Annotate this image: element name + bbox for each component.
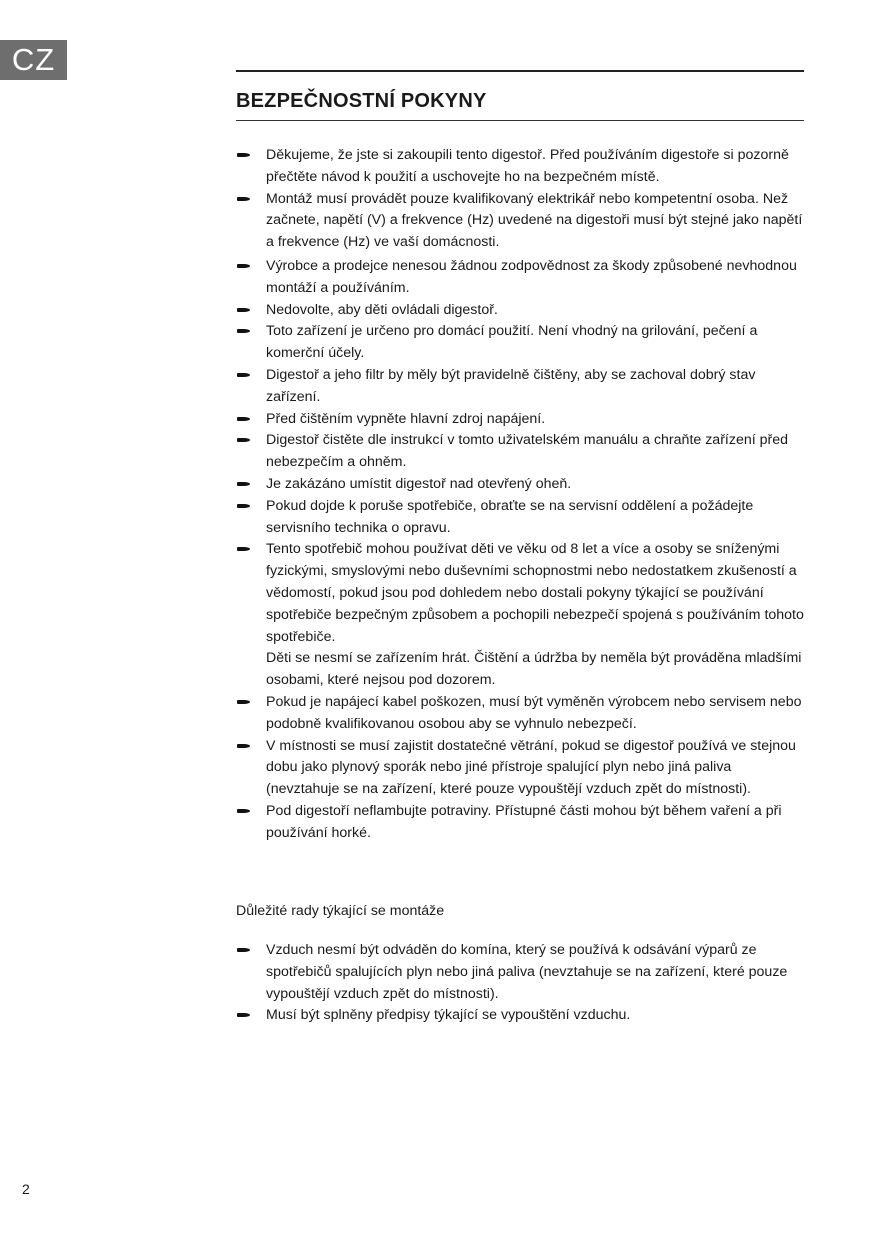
list-item (236, 321, 806, 365)
bullet-icon (237, 373, 250, 377)
list-item (236, 539, 806, 692)
title-divider (236, 120, 804, 121)
list-item (236, 474, 806, 496)
list-item-text: Nedovolte, aby děti ovládali digestoř. (266, 301, 498, 318)
top-divider (236, 70, 804, 72)
bullet-icon (237, 197, 250, 201)
list-item (236, 365, 806, 409)
list-item-text: Před čištěním vypněte hlavní zdroj napájení. (266, 410, 546, 427)
list-item (236, 692, 806, 736)
list-item (236, 496, 806, 540)
list-item-text: Pokud je napájecí kabel poškozen, musí být vyměněn výrobcem nebo servisem nebo podobně kvalifikovanou osobou aby se vyhnulo nebezpečí. (266, 693, 802, 732)
list-item (236, 736, 806, 801)
list-item-text: V místnosti se musí zajistit dostatečné větrání, pokud se digestoř používá ve stejnou dobu jako plynový sporák nebo jiné přístroje spalující plyn nebo jiná paliva (nevztahuje se na zařízení, které pouze vypouštějí vzduch zpět do místnosti). (266, 737, 796, 798)
safety-list (236, 145, 806, 845)
list-item-text: Je zakázáno umístit digestoř nad otevřený oheň. (266, 475, 572, 492)
bullet-icon (237, 948, 250, 952)
bullet-icon (237, 504, 250, 508)
list-item-text: Tento spotřebič mohou používat děti ve věku od 8 let a více a osoby se sníženými fyzickými, smyslovými nebo duševními schopnostmi nebo nedostatkem zkušeností a vědomostí, pokud jsou pod dohledem nebo dostali pokyny týkající se používání spotřebiče bezpečným způsobem a pochopili nebezpečí spojená s používáním tohoto spotřebiče. (266, 541, 804, 645)
bullet-icon (237, 744, 250, 748)
list-item (236, 189, 806, 254)
bullet-icon (237, 417, 250, 421)
bullet-icon (237, 547, 250, 551)
list-item (236, 1005, 806, 1027)
list-item-text: Pod digestoří neflambujte potraviny. Přístupné části mohou být během vaření a při používání horké. (266, 802, 782, 841)
language-tab: CZ (0, 40, 67, 80)
list-item-text: Výrobce a prodejce nenesou žádnou zodpovědnost za škody způsobené nevhodnou montáží a používáním. (266, 257, 797, 296)
list-item-text: Digestoř čistěte dle instrukcí v tomto uživatelském manuálu a chraňte zařízení před nebezpečím a ohněm. (266, 432, 789, 471)
page-title: BEZPEČNOSTNÍ POKYNY (236, 90, 487, 112)
bullet-icon (237, 700, 250, 704)
list-item-text: Vzduch nesmí být odváděn do komína, který se používá k odsávání výparů ze spotřebičů spalujících plyn nebo jiná paliva (nevztahuje se na zařízení, které pouze vypouštějí vzduch zpět do místnosti). (266, 942, 788, 1002)
list-item (236, 409, 806, 431)
list-item-text: Digestoř a jeho filtr by měly být pravidelně čištěny, aby se zachoval dobrý stav zařízení. (266, 366, 756, 405)
list-item-text: Pokud dojde k poruše spotřebiče, obraťte se na servisní oddělení a požádejte servisního technika o opravu. (266, 497, 754, 536)
bullet-icon (237, 482, 250, 486)
list-item-continuation: Děti se nesmí se zařízením hrát. Čištění a údržba by neměla být prováděna mladšími osobami, které nejsou pod dozorem. (266, 650, 802, 689)
list-item-text: Toto zařízení je určeno pro domácí použití. Není vhodný na grilování, pečení a komerční účely. (266, 323, 758, 362)
bullet-icon (237, 264, 250, 268)
list-item (236, 801, 806, 845)
bullet-icon (237, 809, 250, 813)
list-item-text: Děkujeme, že jste si zakoupili tento digestoř. Před používáním digestoře si pozorně přečtěte návod k použití a uschovejte ho na bezpečném místě. (266, 147, 789, 185)
list-item-text: Musí být splněny předpisy týkající se vypouštění vzduchu. (266, 1007, 631, 1024)
list-item (236, 300, 806, 322)
bullet-icon (237, 153, 250, 157)
bullet-icon (237, 329, 250, 333)
page-number: 2 (22, 1181, 30, 1197)
list-item-text: Montáž musí provádět pouze kvalifikovaný elektrikář nebo kompetentní osoba. Než začnete, napětí (V) a frekvence (Hz) uvedené na digestoři musí být stejné jako napětí a frekvence (Hz) ve vaší domácnosti. (266, 190, 803, 251)
bullet-icon (237, 1013, 250, 1017)
bullet-icon (237, 308, 250, 312)
bullet-icon (237, 438, 250, 442)
install-heading: Důležité rady týkající se montáže (236, 903, 445, 919)
install-list (236, 940, 806, 1027)
list-item (236, 145, 806, 189)
list-item (236, 940, 806, 1005)
list-item (236, 430, 806, 474)
list-item (236, 256, 806, 300)
